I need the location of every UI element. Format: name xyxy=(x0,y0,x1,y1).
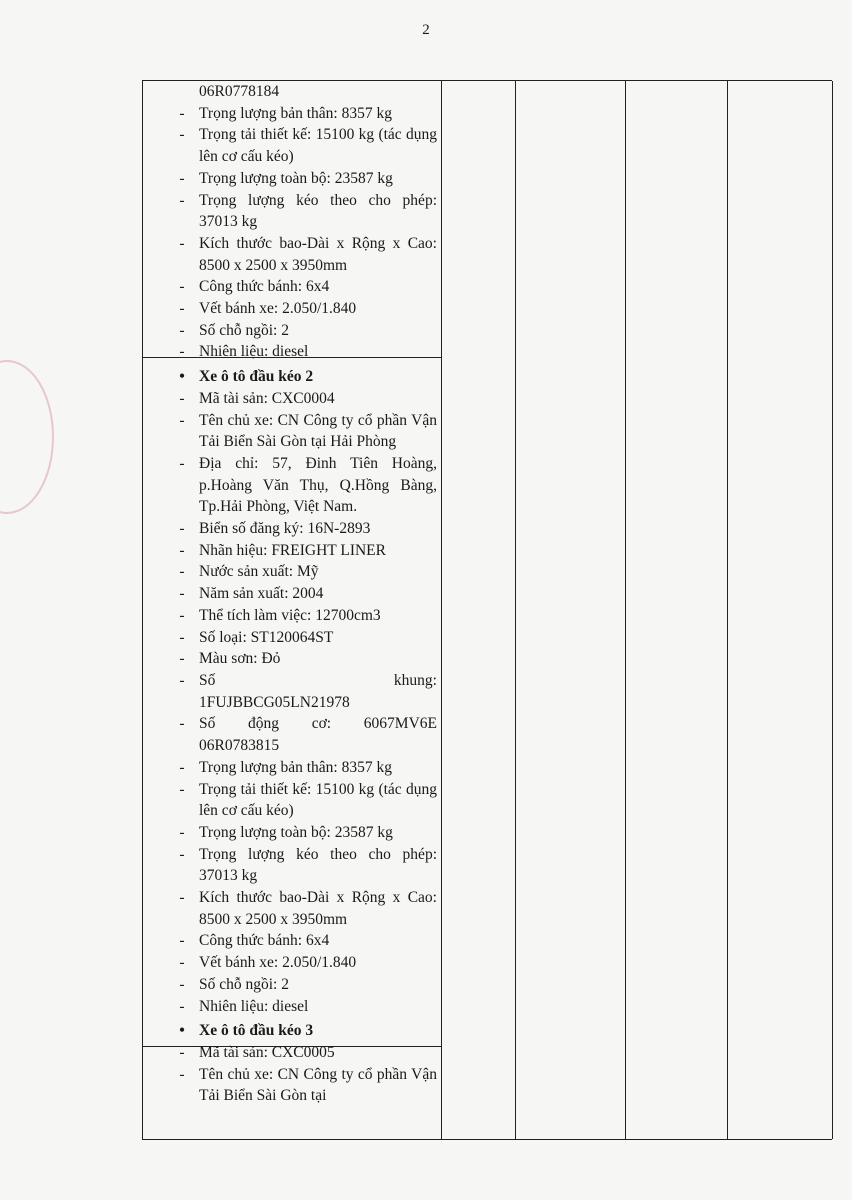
column-divider xyxy=(727,81,728,1139)
list-item: - Kích thước bao-Dài x Rộng x Cao: 8500 x 2500 x 3950mm xyxy=(143,233,441,276)
dash-bullet: - xyxy=(179,932,185,950)
list-item: - Trọng tải thiết kế: 15100 kg (tác dụng lên cơ cấu kéo) xyxy=(143,124,441,167)
list-item: - Nhiên liệu: diesel xyxy=(143,996,441,1018)
dash-bullet: - xyxy=(179,715,185,733)
dash-bullet: - xyxy=(179,975,185,993)
dash-bullet: - xyxy=(179,758,185,776)
dash-bullet: - xyxy=(179,300,185,318)
list-item: - Số chỗ ngồi: 2 xyxy=(143,974,441,996)
list-item: - Số chỗ ngồi: 2 xyxy=(143,320,441,342)
list-item: - Số động cơ: 6067MV6E 06R0783815 xyxy=(143,713,441,756)
dash-bullet: - xyxy=(179,321,185,339)
dash-bullet: - xyxy=(179,954,185,972)
dash-bullet: - xyxy=(179,997,185,1015)
list-item: - Trọng lượng toàn bộ: 23587 kg xyxy=(143,822,441,844)
dash-bullet: - xyxy=(179,343,185,361)
list-item: - Vết bánh xe: 2.050/1.840 xyxy=(143,952,441,974)
list-item: - Nhiên liệu: diesel xyxy=(143,341,441,363)
dash-bullet: - xyxy=(179,889,185,907)
dash-bullet: - xyxy=(179,1065,185,1083)
dash-bullet: - xyxy=(179,845,185,863)
list-item: - Biển số đăng ký: 16N-2893 xyxy=(143,518,441,540)
list-item: - Tên chủ xe: CN Công ty cổ phần Vận Tải Biển Sài Gòn tại xyxy=(143,1064,441,1107)
round-bullet: • xyxy=(178,366,186,387)
dash-bullet: - xyxy=(179,454,185,472)
dash-bullet: - xyxy=(179,1043,185,1061)
dash-bullet: - xyxy=(179,628,185,646)
list-item: - Nước sản xuất: Mỹ xyxy=(143,561,441,583)
list-item: - Năm sản xuất: 2004 xyxy=(143,583,441,605)
list-item: - Trọng lượng kéo theo cho phép: 37013 kg xyxy=(143,190,441,233)
dash-bullet: - xyxy=(179,541,185,559)
dash-bullet: - xyxy=(179,169,185,187)
dash-bullet: - xyxy=(179,104,185,122)
list-item: - Mã tài sản: CXC0005 xyxy=(143,1042,441,1064)
list-item: - Công thức bánh: 6x4 xyxy=(143,276,441,298)
list-item: - Thể tích làm việc: 12700cm3 xyxy=(143,605,441,627)
dash-bullet: - xyxy=(179,650,185,668)
column-divider xyxy=(441,81,442,1139)
asset-table xyxy=(142,80,832,1140)
list-item: - Kích thước bao-Dài x Rộng x Cao: 8500 x 2500 x 3950mm xyxy=(143,887,441,930)
dash-bullet: - xyxy=(179,823,185,841)
dash-bullet: - xyxy=(179,389,185,407)
list-item: - Vết bánh xe: 2.050/1.840 xyxy=(143,298,441,320)
dash-bullet: - xyxy=(179,234,185,252)
list-item: - Tên chủ xe: CN Công ty cổ phần Vận Tải Biển Sài Gòn tại Hải Phòng xyxy=(143,410,441,453)
vehicle-heading: • Xe ô tô đầu kéo 3 xyxy=(143,1020,441,1042)
vehicle-heading: • Xe ô tô đầu kéo 2 xyxy=(143,366,441,388)
column-divider xyxy=(515,81,516,1139)
red-stamp-mark xyxy=(0,360,54,514)
list-item: - Trọng lượng bản thân: 8357 kg xyxy=(143,103,441,125)
list-item: - Công thức bánh: 6x4 xyxy=(143,930,441,952)
dash-bullet: - xyxy=(179,278,185,296)
round-bullet: • xyxy=(178,1020,186,1041)
dash-bullet: - xyxy=(179,563,185,581)
list-item: - Trọng lượng kéo theo cho phép: 37013 kg xyxy=(143,844,441,887)
list-item: - Địa chỉ: 57, Đinh Tiên Hoàng, p.Hoàng Văn Thụ, Q.Hồng Bàng, Tp.Hải Phòng, Việt Nam. xyxy=(143,453,441,518)
list-item: - Trọng lượng toàn bộ: 23587 kg xyxy=(143,168,441,190)
column-divider xyxy=(625,81,626,1139)
list-item: - Số loại: ST120064ST xyxy=(143,627,441,649)
dash-bullet: - xyxy=(179,191,185,209)
list-item: - Màu sơn: Đỏ xyxy=(143,648,441,670)
dash-bullet: - xyxy=(179,585,185,603)
dash-bullet: - xyxy=(179,520,185,538)
dash-bullet: - xyxy=(179,411,185,429)
dash-bullet: - xyxy=(179,780,185,798)
dash-bullet: - xyxy=(179,126,185,144)
description-column xyxy=(143,81,441,1107)
continuation-line: 06R0778184 xyxy=(199,83,280,100)
list-item: - Số khung: 1FUJBBCG05LN21978 xyxy=(143,670,441,713)
list-item: - Trọng tải thiết kế: 15100 kg (tác dụng lên cơ cấu kéo) xyxy=(143,779,441,822)
page-number: 2 xyxy=(422,22,430,38)
list-item: - Trọng lượng bản thân: 8357 kg xyxy=(143,757,441,779)
list-item: - Nhãn hiệu: FREIGHT LINER xyxy=(143,540,441,562)
column-divider xyxy=(832,81,833,1139)
dash-bullet: - xyxy=(179,606,185,624)
list-item: - Mã tài sản: CXC0004 xyxy=(143,388,441,410)
dash-bullet: - xyxy=(179,671,185,689)
